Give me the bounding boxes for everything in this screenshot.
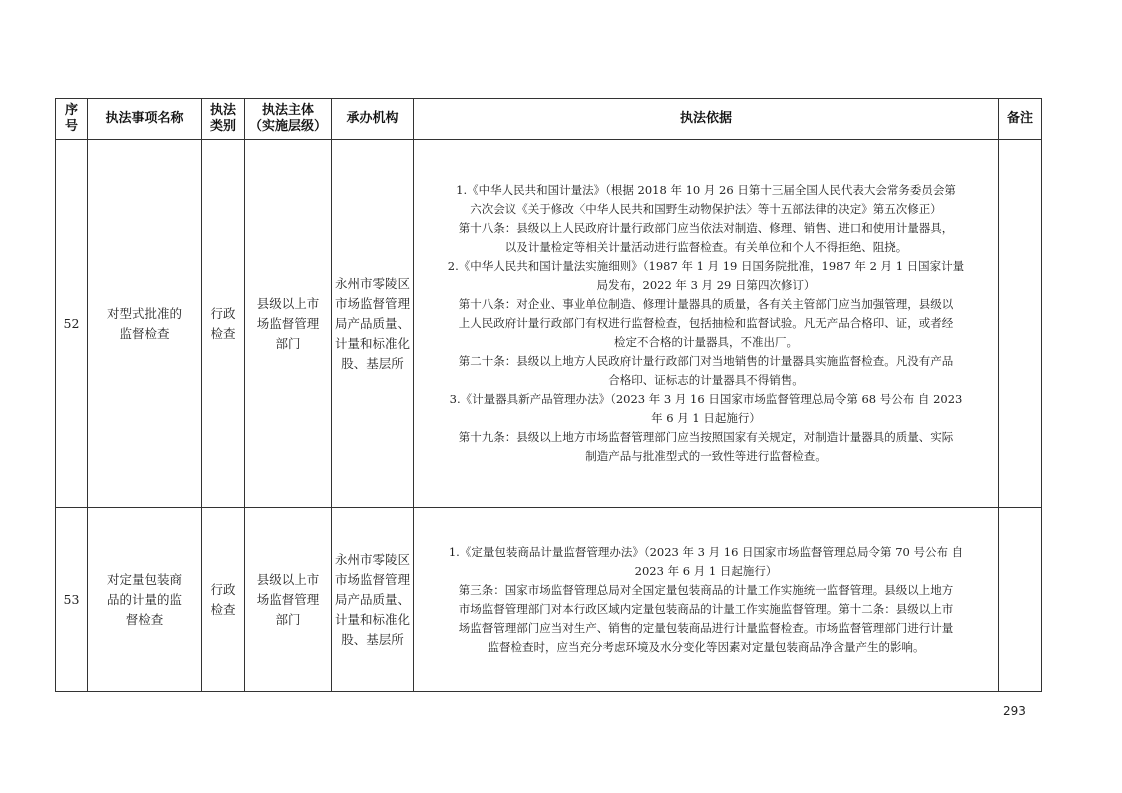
row-no: 53: [56, 508, 88, 692]
row-remark: [999, 508, 1042, 692]
row-subject: 县级以上市场监督管理部门: [245, 508, 332, 692]
row-agency: 永州市零陵区市场监督管理局产品质量、计量和标准化股、基层所: [332, 508, 414, 692]
row-remark: [999, 140, 1042, 508]
row-name: 对型式批准的监督检查: [88, 140, 202, 508]
header-remark: 备注: [999, 99, 1042, 140]
header-category: 执法 类别: [202, 99, 245, 140]
header-subject: 执法主体 （实施层级）: [245, 99, 332, 140]
row-category: 行政检查: [202, 508, 245, 692]
header-name: 执法事项名称: [88, 99, 202, 140]
table-row: [56, 508, 1042, 692]
table-row: [56, 140, 1042, 508]
row-agency: 永州市零陵区市场监督管理局产品质量、计量和标准化股、基层所: [332, 140, 414, 508]
enforcement-table: [55, 98, 1042, 692]
header-no: 序 号: [56, 99, 88, 140]
page-number: 293: [1003, 704, 1026, 718]
header-agency: 承办机构: [332, 99, 414, 140]
header-row: [56, 99, 1042, 140]
row-category: 行政检查: [202, 140, 245, 508]
row-basis: 1.《中华人民共和国计量法》（根据 2018 年 10 月 26 日第十三届全国人民代表大会常务委员会第 六次会议《关于修改〈中华人民共和国野生动物保护法〉等十五部法律的决定》第五次修正） 第十八条：县级以上人民政府计量行政部门应当依法对制造、修理、销售、进口和使用计量器具， 以及计量检定等相关计量活动进行监督检查。有关单位和个人不得拒绝、阻挠。 2.《中华人民共和国计量法实施细则》（1987 年 1 月 19 日国务院批准，1987 年 2 月 1 日国家计量 局发布，2022 年 3 月 29 日第四次修订） 第十八条：对企业、事业单位制造、修理计量器具的质量，各有关主管部门应当加强管理，县级以 上人民政府计量行政部门有权进行监督检查，包括抽检和监督试验。凡无产品合格印、证，或者经 检定不合格的计量器具，不准出厂。 第二十条：县级以上地方人民政府计量行政部门对当地销售的计量器具实施监督检查。凡没有产品 合格印、证标志的计量器具不得销售。 3.《计量器具新产品管理办法》（2023 年 3 月 16 日国家市场监督管理总局令第 68 号公布 自 2023 年 6 月 1 日起施行） 第十九条：县级以上地方市场监督管理部门应当按照国家有关规定，对制造计量器具的质量、实际 制造产品与批准型式的一致性等进行监督检查。: [414, 140, 999, 508]
header-basis: 执法依据: [414, 99, 999, 140]
row-subject: 县级以上市场监督管理部门: [245, 140, 332, 508]
row-name: 对定量包装商品的计量的监督检查: [88, 508, 202, 692]
row-basis: 1.《定量包装商品计量监督管理办法》（2023 年 3 月 16 日国家市场监督管理总局令第 70 号公布 自 2023 年 6 月 1 日起施行） 第三条：国家市场监督管理总局对全国定量包装商品的计量工作实施统一监督管理。县级以上地方 市场监督管理部门对本行政区域内定量包装商品的计量工作实施监督管理。第十二条：县级以上市 场监督管理部门应当对生产、销售的定量包装商品进行计量监督检查。市场监督管理部门进行计量 监督检查时，应当充分考虑环境及水分变化等因素对定量包装商品净含量产生的影响。: [414, 508, 999, 692]
row-no: 52: [56, 140, 88, 508]
